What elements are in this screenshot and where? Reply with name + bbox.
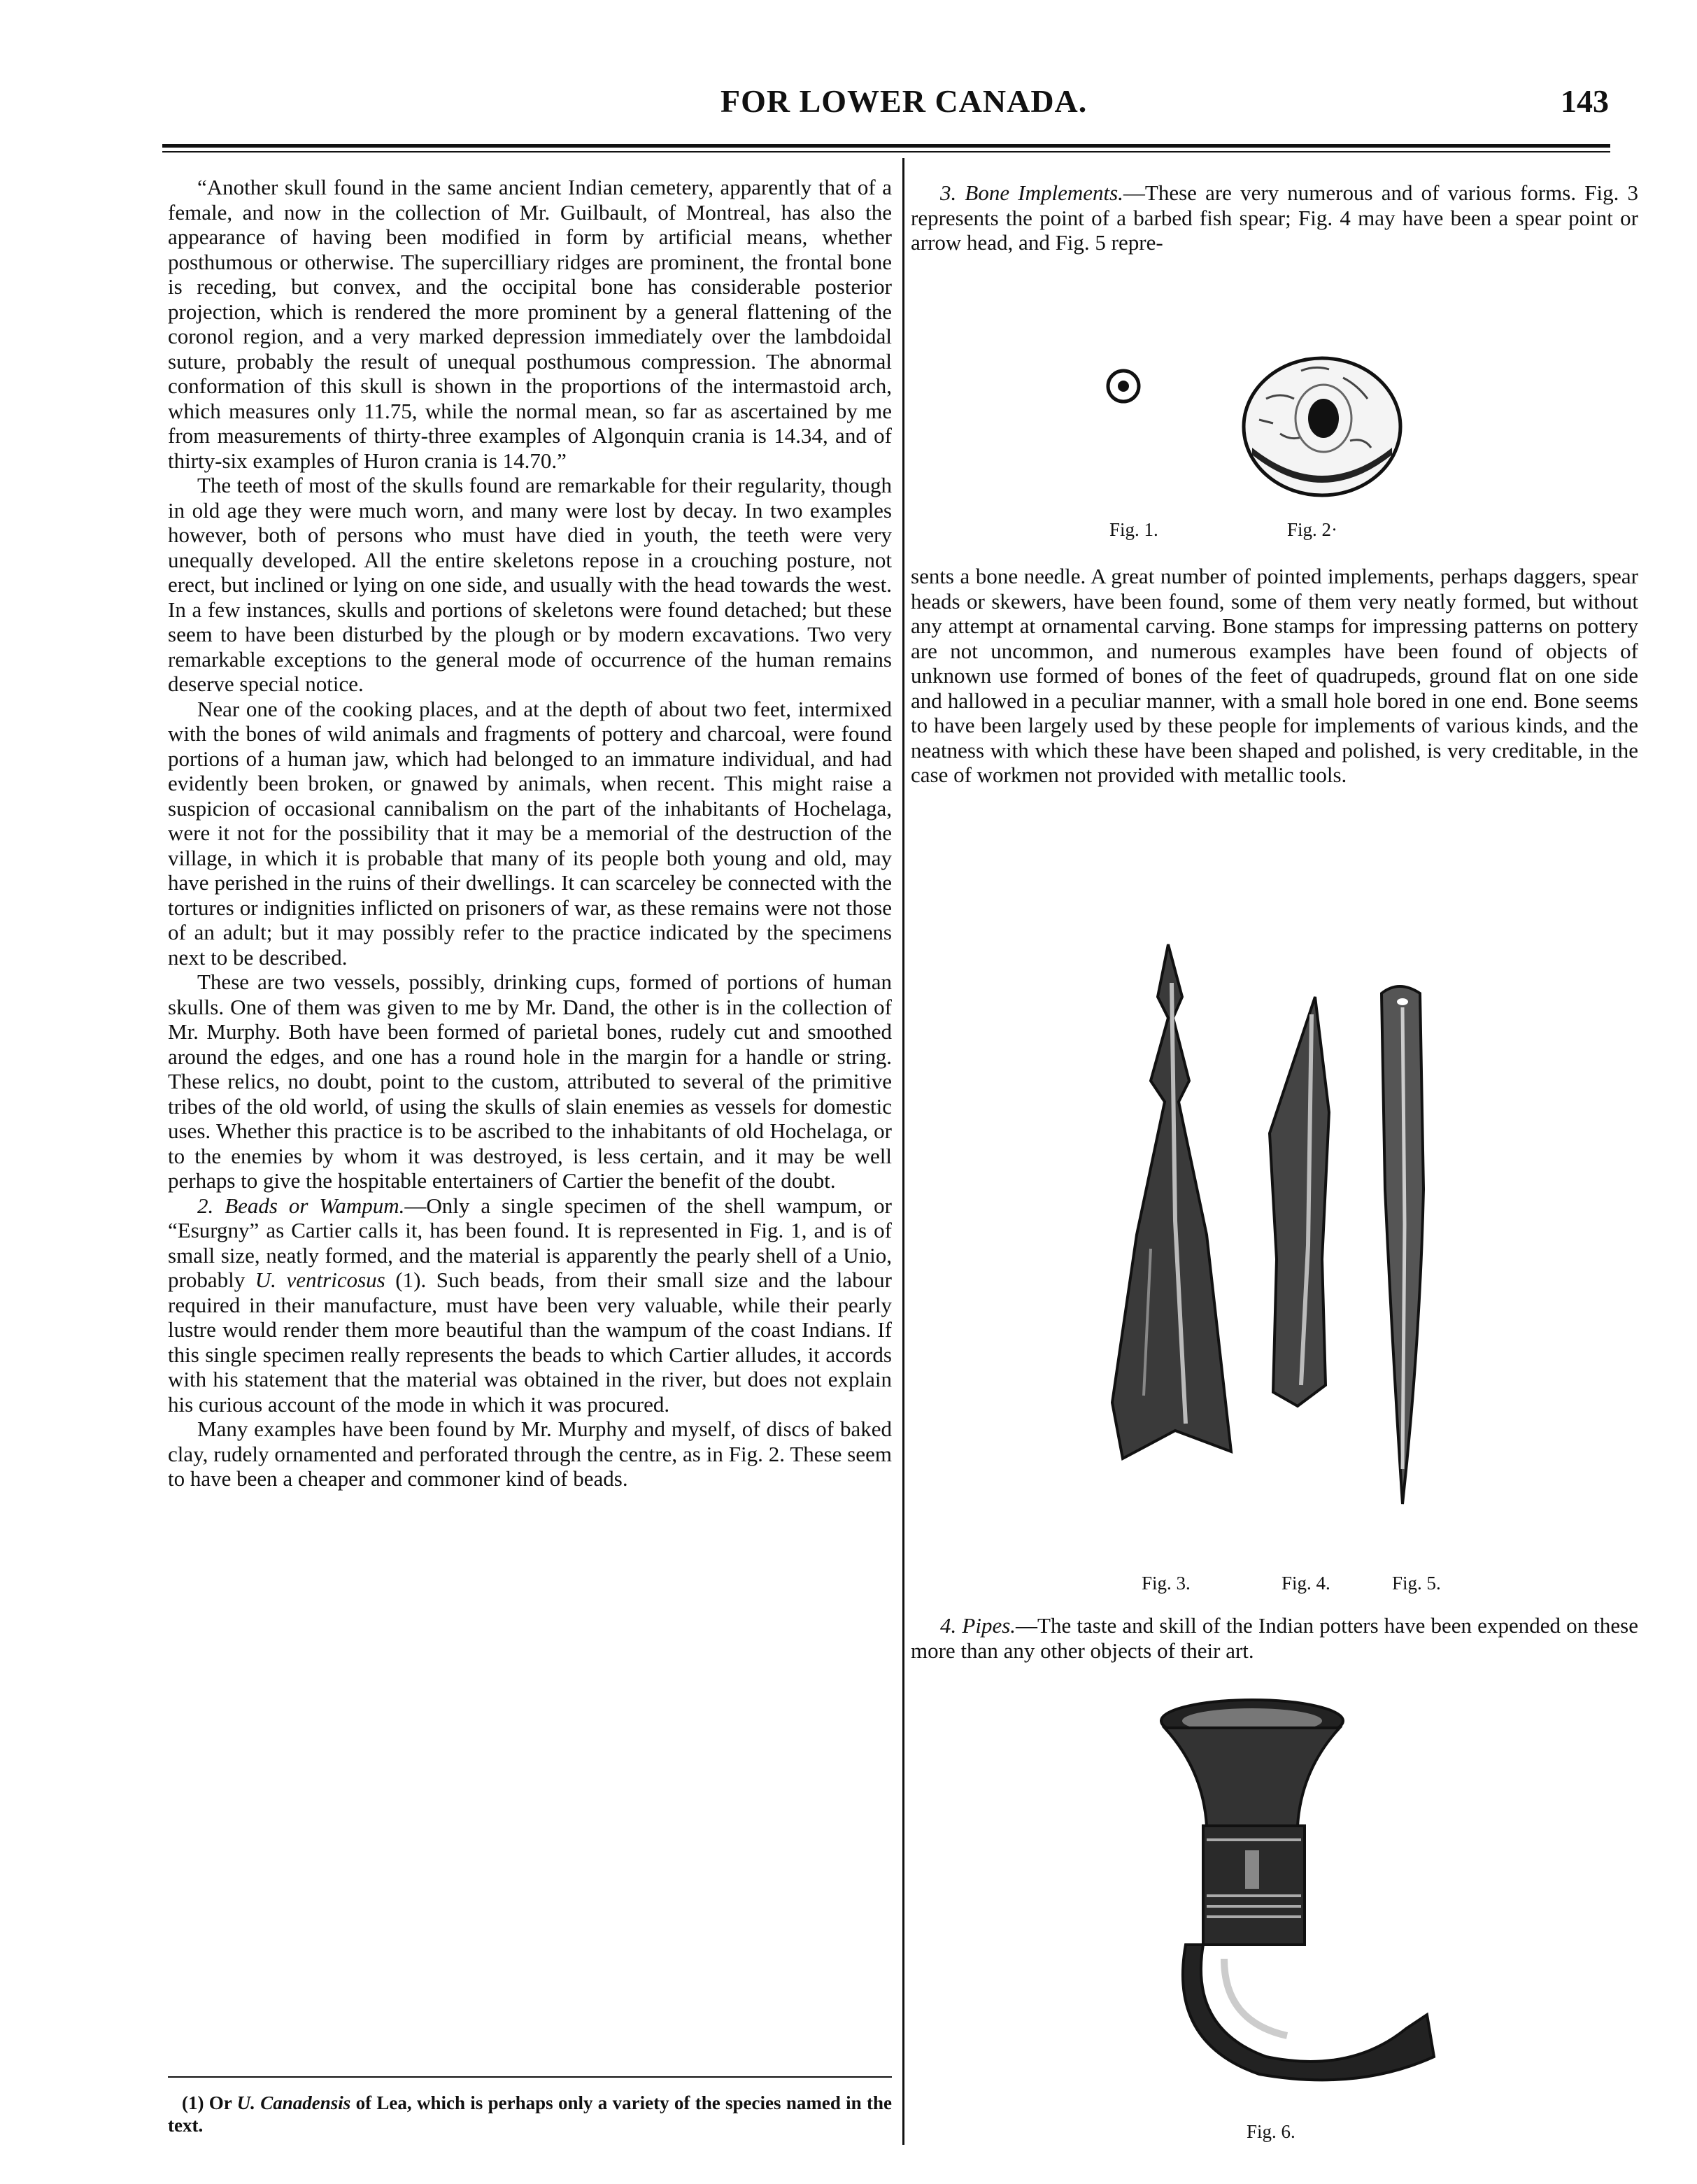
beads-text: —Only a single specimen of the shell wampum, or “Esurgny” as Cartier calls it, has been found. It is represented in Fig. 1, and is of small size, neatly formed, and the material is apparently the pearly shell of a Unio, probably (168, 1193, 892, 1292)
caption-fig-5: Fig. 5. (1392, 1573, 1441, 1594)
figure-4-arrow-head (1259, 993, 1343, 1413)
figure-3-barbed-spear (1109, 941, 1235, 1480)
page-header (168, 83, 1637, 125)
figure-2-clay-disc (1238, 343, 1406, 504)
paragraph-bone-implements (911, 180, 1638, 255)
caption-fig-3: Fig. 3. (1142, 1573, 1191, 1594)
beads-heading: 2. Beads or Wampum. (197, 1193, 405, 1218)
paragraph-bone-continued: sents a bone needle. A great number of pointed implements, perhaps daggers, spear heads or skewers, have been found, some of them very neatly formed, but without any attempt at ornamental carving. Bone stamps for impressing patterns on pottery are not uncommon, and numerous examples have been found of objects of unknown use formed of bones of the feet of quadrupeds, ground flat on one side and hallowed in a peculiar manner, with a small hole bored in one end. Bone seems to have been largely used by these people for implements of various kinds, and the neatness with which these have been shaped and polished, is very creditable, in the case of workmen not provided with metallic tools. (911, 564, 1638, 787)
paragraph-skull-quote: “Another skull found in the same ancient Indian cemetery, apparently that of a female, and now in the collection of Mr. Guilbault, of Montreal, has also the appearance of having been modified in form by artificial means, whether posthumous or otherwise. The supercilliary ridges are prominent, the frontal bone is receding, but convex, and the occipital bone has considerable posterior projection, which is rendered the more prominent by a general flattening of the coronol region, and a very marked depression immediately over the lambdoidal suture, probably the result of unequal posthumous compression. The abnormal conformation of this skull is shown in the proportions of the intermastoid arch, which measures only 11.75, while the normal mean, so far as ascertained by me from measurements of thirty-three examples of Algonquin crania is 14.34, and of thirty-six examples of Huron crania is 14.70.” (168, 175, 892, 473)
bone-text: —These are very numerous and of various forms. Fig. 3 represents the point of a barbed fish spear; Fig. 4 may have been a spear point or arrow head, and Fig. 5 repre- (911, 180, 1638, 255)
paragraph-beads (168, 1193, 892, 1417)
footnote (168, 2092, 892, 2136)
beads-species: U. ventricosus (255, 1268, 385, 1292)
caption-fig-1: Fig. 1. (1109, 519, 1158, 540)
page-number: 143 (1561, 83, 1609, 119)
paragraph-skull-vessels: These are two vessels, possibly, drinking cups, formed of portions of human skulls. One of them was given to me by Mr. Dand, the other is in the collection of Mr. Murphy. Both have been formed of parietal bones, rudely cut and smoothed around the edges, and one has a round hole in the margin for a handle or string. These relics, no doubt, point to the custom, attributed to several of the primitive tribes of the old world, of using the skulls of slain enemies as vessels for domestic uses. Whether this practice is to be ascribed to the inhabitants of old Hochelaga, or to the enemies by whom it was destroyed, is less certain, and it may be well perhaps to give the hospitable entertainers of Cartier the benefit of the doubt. (168, 970, 892, 1193)
header-rule-thin (162, 151, 1610, 153)
figure-6-pipe (1147, 1693, 1455, 2085)
paragraph-teeth: The teeth of most of the skulls found are remarkable for their regularity, though in old age they were much worn, and many were lost by decay. In two examples however, both of persons who must have died in youth, the teeth were very unequally developed. All the entire skeletons repose in a crouching posture, not erect, but inclined or lying on one side, and usually with the head towards the west. In a few instances, skulls and portions of skeletons were found detached; but these seem to have been disturbed by the plough or by modern excavations. Two very remarkable exceptions to the general mode of occurrence of the human remains deserve special notice. (168, 473, 892, 696)
caption-fig-6: Fig. 6. (1247, 2121, 1295, 2142)
pipes-heading: 4. Pipes. (940, 1613, 1016, 1638)
column-divider (902, 158, 904, 2145)
footnote-text: of Lea, which is perhaps only a variety of the species named in the text. (168, 2092, 892, 2136)
bone-heading: 3. Bone Implements. (940, 180, 1123, 205)
caption-fig-4: Fig. 4. (1281, 1573, 1330, 1594)
paragraph-discs: Many examples have been found by Mr. Murphy and myself, of discs of baked clay, rudely ornamented and perforated through the centre, as in Fig. 2. These seem to have been a cheaper and commoner kind of beads. (168, 1417, 892, 1491)
beads-text-2: (1). Such beads, from their small size and the labour required in their manufacture, must have been very valuable, while their pearly lustre would render them more beautiful than the wampum of the coast Indians. If this single specimen really represents the beads to which Cartier alludes, it accords with his statement that the material was obtained in the river, but does not explain his curious account of the mode in which it was procured. (168, 1268, 893, 1417)
right-column-top (911, 180, 1638, 255)
footnote-rule (168, 2076, 892, 2078)
header-rule (162, 144, 1610, 148)
footnote-species: U. Canadensis (236, 2092, 351, 2113)
pipes-text: —The taste and skill of the Indian potters have been expended on these more than any other objects of their art. (911, 1613, 1638, 1663)
figure-5-bone-needle (1371, 979, 1434, 1511)
paragraph-pipes (911, 1613, 1638, 1663)
left-column (168, 175, 892, 2008)
footnote-marker: (1) Or (182, 2092, 237, 2113)
right-column-bottom (911, 1613, 1638, 1663)
paragraph-cooking-places: Near one of the cooking places, and at the depth of about two feet, intermixed with the bones of wild animals and fragments of pottery and charcoal, were found portions of a human jaw, which had belonged to an immature individual, and had evidently been broken, or gnawed by animals, when recent. This might raise a suspicion of occasional cannibalism on the part of the inhabitants of Hochelaga, were it not for the possibility that it may be a memorial of the destruction of the village, in which it is probable that many of its people both young and old, may have perished in the ruins of their dwellings. It can scarceley be connected with the tortures or indignities inflicted on prisoners of war, as these remains were not those of an adult; but it may possibly refer to the practice indicated by the specimens next to be described. (168, 696, 892, 970)
caption-fig-2: Fig. 2· (1287, 519, 1338, 540)
figure-1-bead (1102, 365, 1144, 407)
running-head: FOR LOWER CANADA. (720, 83, 1088, 119)
right-column-mid (911, 564, 1638, 788)
